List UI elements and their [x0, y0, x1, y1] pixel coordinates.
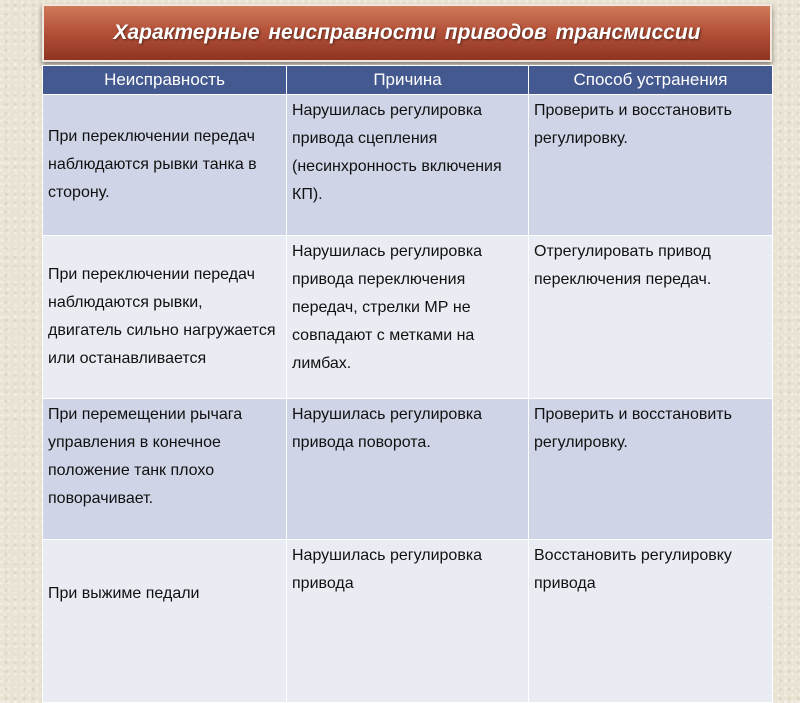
fault-cell: При выжиме педали: [43, 540, 287, 703]
remedy-cell: Отрегулировать привод переключения передач.: [529, 236, 773, 399]
fault-cell: При перемещении рычага управления в конечное положение танк плохо поворачивает.: [43, 399, 287, 540]
table-row: [43, 236, 773, 399]
remedy-cell: Проверить и восстановить регулировку.: [529, 95, 773, 236]
remedy-cell: Восстановить регулировку привода: [529, 540, 773, 703]
cause-cell: Нарушилась регулировка привода сцепления (несинхронность включения КП).: [287, 95, 529, 236]
header-cause: Причина: [287, 66, 529, 95]
cause-cell: Нарушилась регулировка привода поворота.: [287, 399, 529, 540]
remedy-cell: Проверить и восстановить регулировку.: [529, 399, 773, 540]
table-row: [43, 95, 773, 236]
fault-cell: При переключении передач наблюдаются рывки танка в сторону.: [43, 95, 287, 236]
fault-cell: При переключении передач наблюдаются рывки, двигатель сильно нагружается или останавливается: [43, 236, 287, 399]
title-banner: [42, 4, 772, 62]
header-remedy: Способ устранения: [529, 66, 773, 95]
table-header-row: [43, 66, 773, 95]
header-fault: Неисправность: [43, 66, 287, 95]
cause-cell: Нарушилась регулировка привода переключения передач, стрелки МР не совпадают с метками на лимбах.: [287, 236, 529, 399]
cause-cell: Нарушилась регулировка привода: [287, 540, 529, 703]
faults-table: [42, 65, 773, 703]
table-row: [43, 399, 773, 540]
table-row: [43, 540, 773, 703]
page-title: Характерные неисправности приводов трансмиссии: [113, 21, 701, 44]
